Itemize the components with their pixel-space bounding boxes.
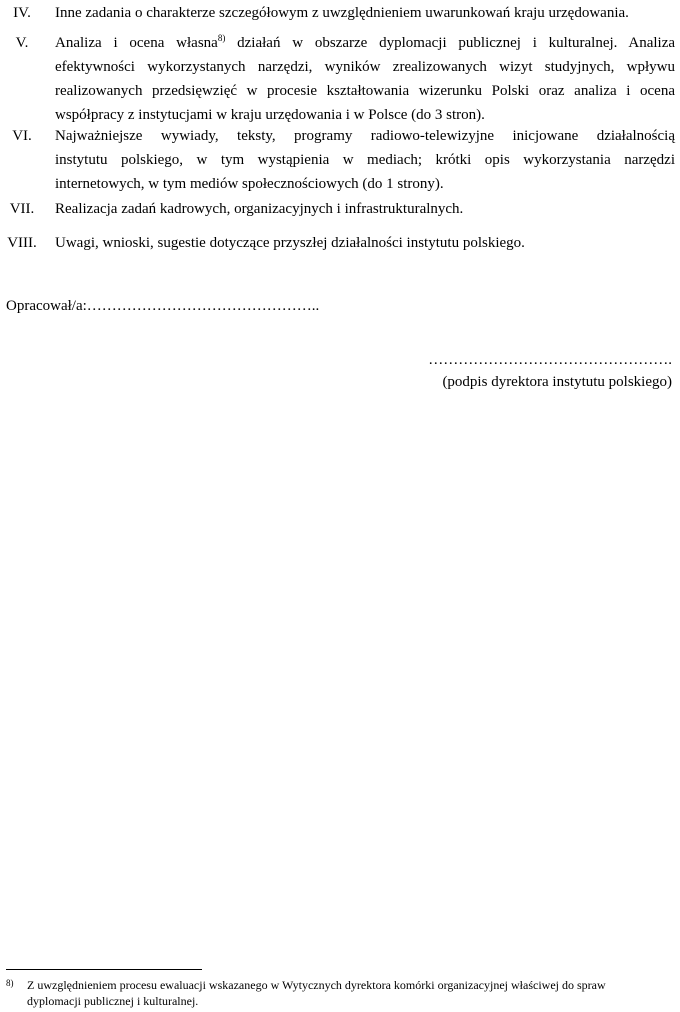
item-text: Najważniejsze wywiady, teksty, programy radiowo-telewizyjne inicjowane działalnością instytutu polskiego, w tym wystąpienia w mediach; krótki opis wykorzystania narzędzi internetowych, w tym mediów społecznościowych (do 1 strony).: [55, 128, 675, 192]
footnote-separator: [6, 969, 202, 970]
item-text: Inne zadania o charakterze szczegółowym z uwzględnieniem uwarunkowań kraju urzędowania.: [55, 5, 629, 21]
item-first-line: Analiza i ocena własna$^{8)}$ działań w obszarze dyplomacji publicznej i kulturalnej. Analiza: [55, 33, 676, 51]
footnote-reference: 8): [217, 33, 226, 43]
item-number: VIII.: [7, 235, 37, 251]
footnote-mark: 8): [6, 978, 14, 988]
footnote-text: Z uwzględnieniem procesu ewaluacji wskazanego w Wytycznych dyrektora komórki organizacyjnej właściwej do spraw dyplomacji publicznej i kulturalnej.: [27, 978, 606, 1008]
item-number: VII.: [9, 201, 35, 217]
signature-caption: (podpis dyrektora instytutu polskiego): [442, 374, 672, 390]
prepared-by-line: Opracował/a:………………………………………..: [6, 298, 320, 314]
item-number: VI.: [12, 128, 32, 144]
item-text: Uwagi, wnioski, sugestie dotyczące przyszłej działalności instytutu polskiego.: [55, 235, 525, 251]
signature-line: ………………………………………….: [428, 352, 672, 368]
item-text: Realizacja zadań kadrowych, organizacyjnych i infrastrukturalnych.: [55, 201, 464, 217]
item-number: V.: [15, 35, 29, 51]
item-number: IV.: [13, 5, 31, 21]
item-text: Analiza i ocena własna$^{8)}$ działań w obszarze dyplomacji publicznej i kulturalnej. Analiza efektywności wykorzystanych narzędzi, wyników zrealizowanych wizyt studyjnych, wpływu realizowanych przedsięwzięć w procesie kształtowania wizerunku Polski oraz analiza i ocena współpracy z instytucjami w kraju urzędowania i w Polsce (do 3 stron).: [55, 33, 676, 123]
